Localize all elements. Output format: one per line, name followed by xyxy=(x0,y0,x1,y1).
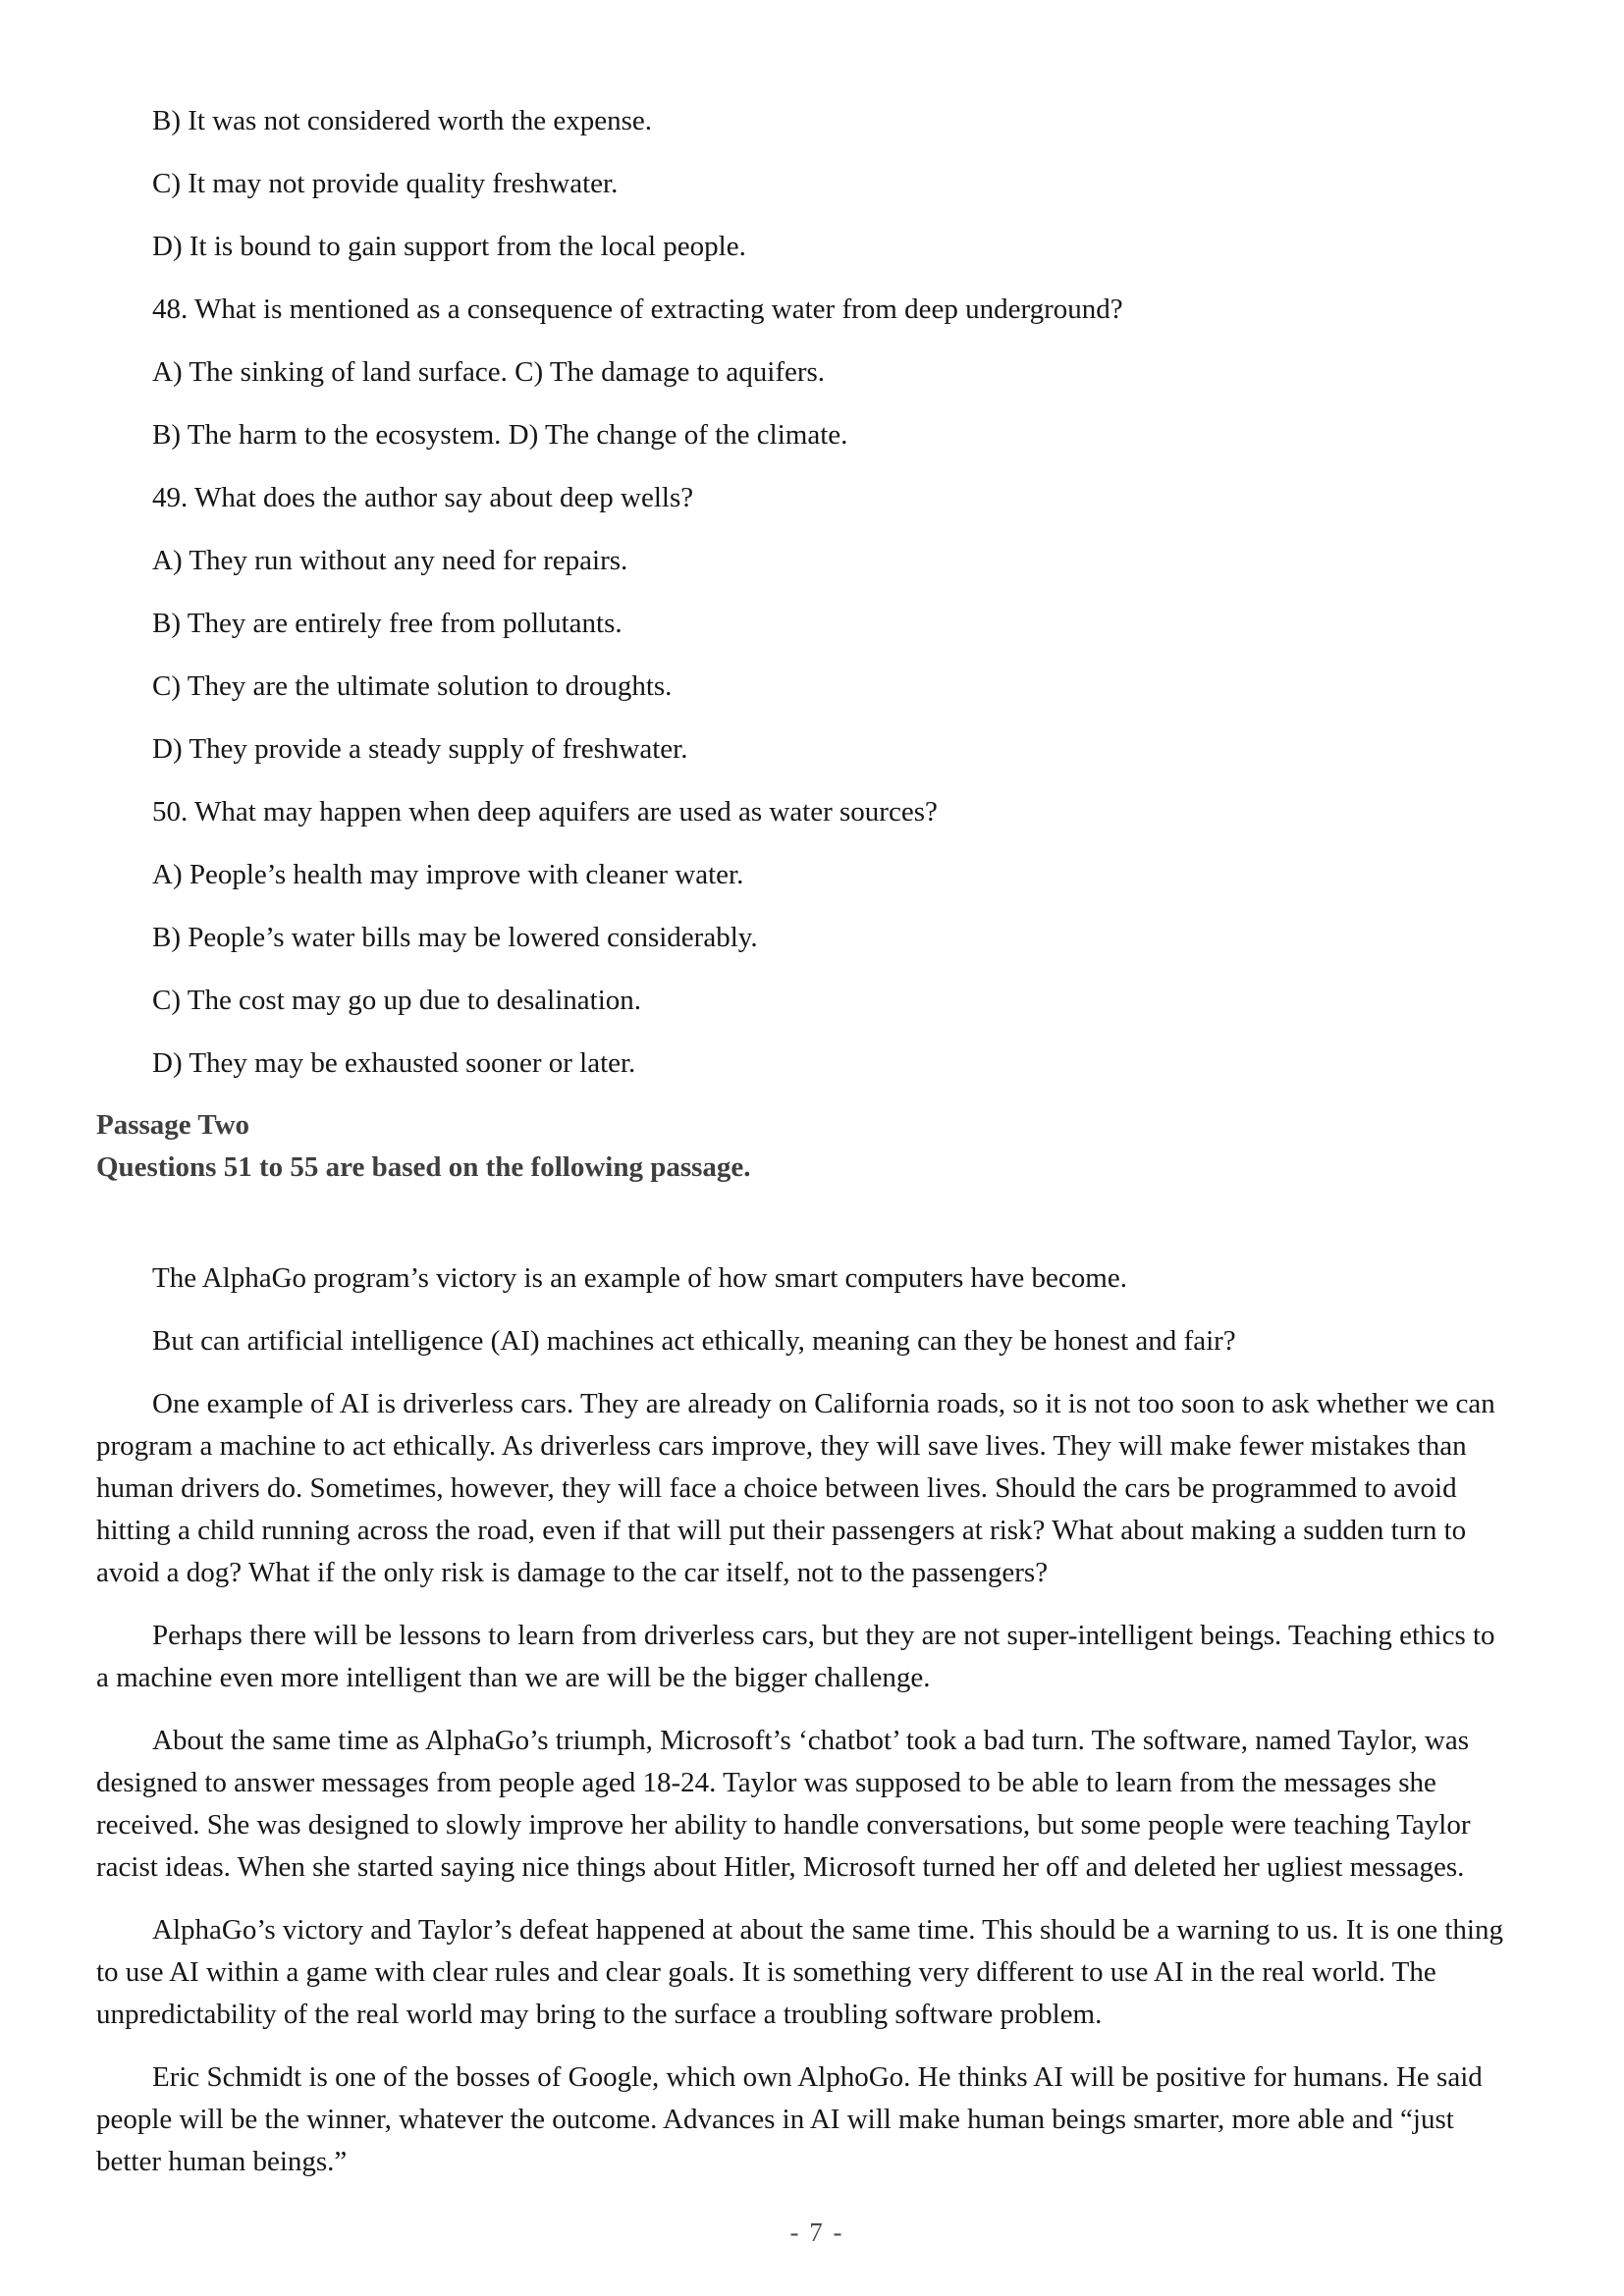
paragraph-4 xyxy=(96,1615,1538,1699)
page-number: - 7 - xyxy=(789,2217,844,2247)
option-line-48bd: B) The harm to the ecosystem. D) The change of the climate. xyxy=(152,419,848,451)
paragraph-line: Perhaps there will be lessons to learn from driverless cars, but they are not super-intelligent beings. Teaching ethics to xyxy=(152,1620,1495,1651)
option-line-48ac: A) The sinking of land surface. C) The damage to aquifers. xyxy=(152,356,826,388)
question-line-49: 49. What does the author say about deep wells? xyxy=(152,482,694,513)
paragraph-line: received. She was designed to slowly improve her ability to handle conversations, but some people were teaching Taylor xyxy=(96,1809,1471,1841)
option-line-50c: C) The cost may go up due to desalination. xyxy=(152,985,642,1016)
paragraph-line: better human beings.” xyxy=(96,2146,348,2177)
paragraph-line: But can artificial intelligence (AI) machines act ethically, meaning can they be honest and fair? xyxy=(152,1325,1236,1357)
paragraph-1 xyxy=(96,1257,1538,1300)
paragraph-line: human drivers do. Sometimes, however, they will face a choice between lives. Should the cars be programmed to avoid xyxy=(96,1472,1457,1504)
paragraph-line: a machine even more intelligent than we are will be the bigger challenge. xyxy=(96,1662,931,1693)
option-line-49a: A) They run without any need for repairs. xyxy=(152,545,628,576)
paragraph-line: Eric Schmidt is one of the bosses of Google, which own AlphoGo. He thinks AI will be positive for humans. He said xyxy=(152,2061,1483,2093)
paragraph-2 xyxy=(96,1320,1538,1362)
option-line-50b: B) People’s water bills may be lowered considerably. xyxy=(152,922,758,953)
paragraph-6 xyxy=(96,1909,1538,2036)
passage-body xyxy=(96,1257,1538,2183)
passage-heading: Passage Two xyxy=(96,1109,250,1141)
option-line-50a: A) People’s health may improve with cleaner water. xyxy=(152,859,744,890)
option-line-47b: B) It was not considered worth the expense. xyxy=(152,105,652,136)
option-line-50d: D) They may be exhausted sooner or later. xyxy=(152,1047,636,1079)
paragraph-line: One example of AI is driverless cars. They are already on California roads, so it is not too soon to ask whether we can xyxy=(152,1388,1495,1419)
paragraph-line: AlphaGo’s victory and Taylor’s defeat happened at about the same time. This should be a warning to us. It is one thing xyxy=(152,1914,1503,1946)
option-line-49d: D) They provide a steady supply of freshwater. xyxy=(152,733,688,765)
paragraph-line: program a machine to act ethically. As driverless cars improve, they will save lives. They will make fewer mistakes than xyxy=(96,1430,1467,1462)
paragraph-line: racist ideas. When she started saying nice things about Hitler, Microsoft turned her off and deleted her ugliest messages. xyxy=(96,1851,1465,1883)
question-line-48: 48. What is mentioned as a consequence of extracting water from deep underground? xyxy=(152,294,1123,325)
paragraph-line: unpredictability of the real world may bring to the surface a troubling software problem. xyxy=(96,1999,1103,2030)
paragraph-line: hitting a child running across the road, even if that will put their passengers at risk? What about making a sudden turn to xyxy=(96,1515,1467,1546)
paragraph-line: The AlphaGo program’s victory is an example of how smart computers have become. xyxy=(152,1262,1127,1294)
question-block xyxy=(96,99,1538,1085)
paragraph-line: designed to answer messages from people aged 18-24. Taylor was supposed to be able to learn from the messages she xyxy=(96,1767,1436,1798)
paragraph-line: About the same time as AlphaGo’s triumph, Microsoft’s ‘chatbot’ took a bad turn. The software, named Taylor, was xyxy=(152,1725,1469,1756)
option-line-49b: B) They are entirely free from pollutants. xyxy=(152,608,623,639)
paragraph-5 xyxy=(96,1720,1538,1889)
option-line-49c: C) They are the ultimate solution to droughts. xyxy=(152,670,673,702)
paragraph-line: to use AI within a game with clear rules and clear goals. It is something very different to use AI in the real world. The xyxy=(96,1956,1436,1988)
paragraph-line: avoid a dog? What if the only risk is damage to the car itself, not to the passengers? xyxy=(96,1557,1049,1588)
passage-subheading: Questions 51 to 55 are based on the following passage. xyxy=(96,1151,751,1183)
option-line-47c: C) It may not provide quality freshwater. xyxy=(152,168,619,199)
question-line-50: 50. What may happen when deep aquifers are used as water sources? xyxy=(152,796,938,828)
option-line-47d: D) It is bound to gain support from the local people. xyxy=(152,231,746,262)
paragraph-7 xyxy=(96,2056,1538,2183)
paragraph-3 xyxy=(96,1383,1538,1594)
paragraph-line: people will be the winner, whatever the outcome. Advances in AI will make human beings smarter, more able and “just xyxy=(96,2104,1454,2135)
